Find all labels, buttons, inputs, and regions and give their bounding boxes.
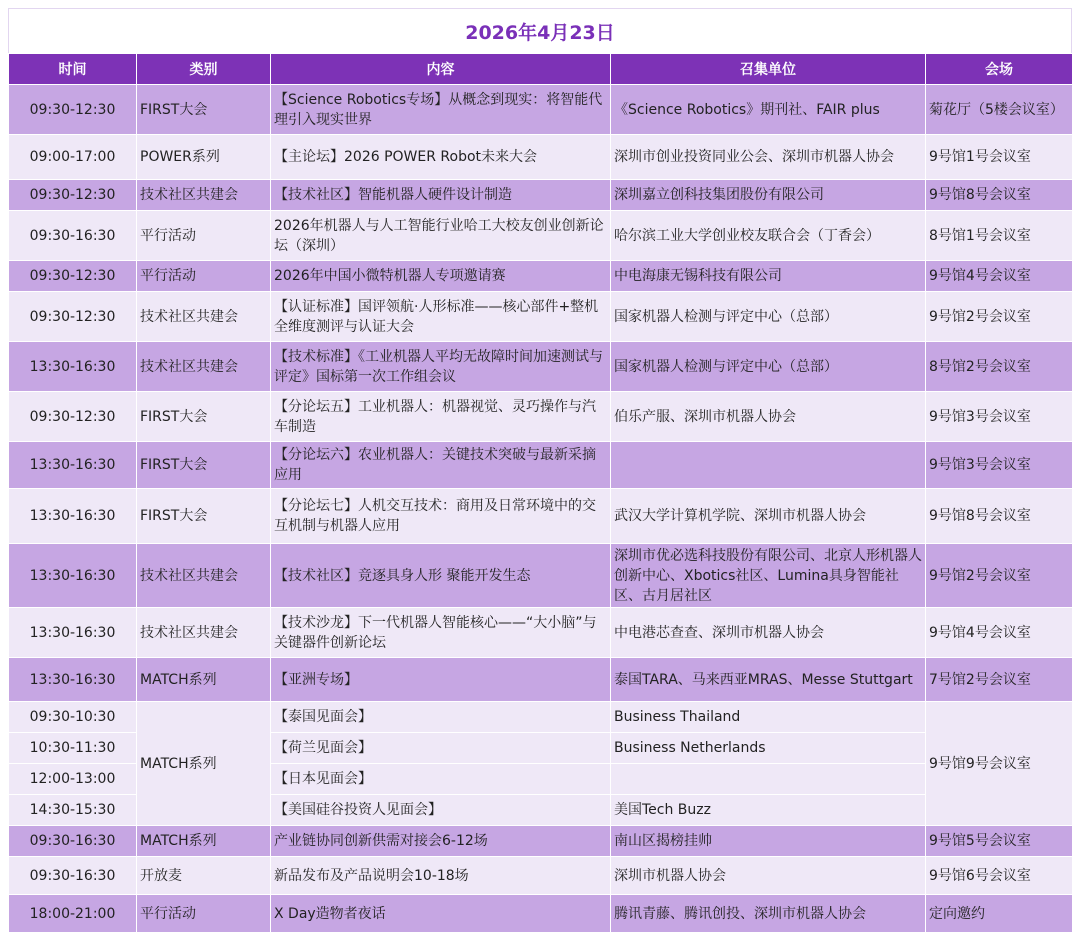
cell-content: 【分论坛五】工业机器人：机器视觉、灵巧操作与汽车制造 (271, 392, 611, 442)
table-row (9, 489, 1073, 544)
cell-time: 13:30-16:30 (9, 608, 137, 658)
table-row (9, 544, 1073, 608)
cell-time: 09:30-12:30 (9, 292, 137, 342)
cell-organizer: 《Science Robotics》期刊社、FAIR plus (611, 85, 926, 135)
table-row (9, 895, 1073, 933)
cell-venue: 9号馆3号会议室 (926, 392, 1073, 442)
cell-organizer: 武汉大学计算机学院、深圳市机器人协会 (611, 489, 926, 544)
cell-time: 09:30-16:30 (9, 826, 137, 857)
cell-organizer: 美国Tech Buzz (611, 795, 926, 826)
cell-time: 09:30-16:30 (9, 211, 137, 261)
cell-content: 【技术标准】《工业机器人平均无故障时间加速测试与评定》国标第一次工作组会议 (271, 342, 611, 392)
cell-content: 【分论坛六】农业机器人：关键技术突破与最新采摘应用 (271, 442, 611, 489)
cell-venue: 9号馆1号会议室 (926, 135, 1073, 180)
cell-content: 【认证标准】国评领航·人形标准——核心部件+整机全维度测评与认证大会 (271, 292, 611, 342)
table-row (9, 135, 1073, 180)
header-row (9, 54, 1073, 85)
table-row (9, 180, 1073, 211)
page-title: 2026年4月23日 (8, 8, 1072, 53)
cell-category: 技术社区共建会 (137, 342, 271, 392)
table-row (9, 857, 1073, 895)
cell-venue: 9号馆5号会议室 (926, 826, 1073, 857)
cell-organizer: 深圳市创业投资同业公会、深圳市机器人协会 (611, 135, 926, 180)
cell-organizer: 深圳嘉立创科技集团股份有限公司 (611, 180, 926, 211)
header-organizer: 召集单位 (611, 54, 926, 85)
cell-time: 13:30-16:30 (9, 342, 137, 392)
schedule-table (8, 53, 1073, 933)
table-row (9, 702, 1073, 733)
cell-time: 09:30-12:30 (9, 85, 137, 135)
cell-time: 13:30-16:30 (9, 442, 137, 489)
cell-category: MATCH系列 (137, 702, 271, 826)
header-time: 时间 (9, 54, 137, 85)
table-row (9, 442, 1073, 489)
cell-content: 【主论坛】2026 POWER Robot未来大会 (271, 135, 611, 180)
cell-time: 13:30-16:30 (9, 489, 137, 544)
cell-content: 【分论坛七】人机交互技术：商用及日常环境中的交互机制与机器人应用 (271, 489, 611, 544)
cell-category: FIRST大会 (137, 489, 271, 544)
cell-category: 平行活动 (137, 261, 271, 292)
cell-content: 【日本见面会】 (271, 764, 611, 795)
cell-venue: 9号馆2号会议室 (926, 292, 1073, 342)
cell-time: 09:30-16:30 (9, 857, 137, 895)
cell-time: 14:30-15:30 (9, 795, 137, 826)
table-row (9, 392, 1073, 442)
header-venue: 会场 (926, 54, 1073, 85)
cell-category: FIRST大会 (137, 442, 271, 489)
cell-content: 【荷兰见面会】 (271, 733, 611, 764)
cell-venue: 7号馆2号会议室 (926, 658, 1073, 702)
cell-organizer: 国家机器人检测与评定中心（总部） (611, 292, 926, 342)
cell-content: 2026年机器人与人工智能行业哈工大校友创业创新论坛（深圳） (271, 211, 611, 261)
table-row (9, 211, 1073, 261)
cell-venue: 9号馆8号会议室 (926, 489, 1073, 544)
cell-time: 13:30-16:30 (9, 658, 137, 702)
cell-organizer: Business Thailand (611, 702, 926, 733)
table-row (9, 292, 1073, 342)
cell-organizer: 深圳市优必选科技股份有限公司、北京人形机器人创新中心、Xbotics社区、Lumina具身智能社区、古月居社区 (611, 544, 926, 608)
cell-content: 【技术沙龙】下一代机器人智能核心——“大小脑”与关键器件创新论坛 (271, 608, 611, 658)
cell-venue: 8号馆2号会议室 (926, 342, 1073, 392)
cell-organizer: 泰国TARA、马来西亚MRAS、Messe Stuttgart (611, 658, 926, 702)
cell-category: 技术社区共建会 (137, 608, 271, 658)
cell-content: 产业链协同创新供需对接会6-12场 (271, 826, 611, 857)
cell-content: X Day造物者夜话 (271, 895, 611, 933)
cell-venue: 9号馆4号会议室 (926, 261, 1073, 292)
cell-category: 平行活动 (137, 211, 271, 261)
cell-category: POWER系列 (137, 135, 271, 180)
cell-category: FIRST大会 (137, 392, 271, 442)
cell-organizer: 南山区揭榜挂帅 (611, 826, 926, 857)
header-content: 内容 (271, 54, 611, 85)
cell-time: 09:30-12:30 (9, 392, 137, 442)
cell-venue: 9号馆2号会议室 (926, 544, 1073, 608)
cell-venue: 9号馆8号会议室 (926, 180, 1073, 211)
cell-venue: 菊花厅（5楼会议室） (926, 85, 1073, 135)
cell-content: 【技术社区】智能机器人硬件设计制造 (271, 180, 611, 211)
cell-time: 18:00-21:00 (9, 895, 137, 933)
cell-organizer (611, 442, 926, 489)
cell-venue: 9号馆3号会议室 (926, 442, 1073, 489)
cell-time: 12:00-13:00 (9, 764, 137, 795)
table-row (9, 608, 1073, 658)
table-row (9, 85, 1073, 135)
cell-category: 技术社区共建会 (137, 180, 271, 211)
cell-organizer (611, 764, 926, 795)
cell-category: 技术社区共建会 (137, 544, 271, 608)
cell-category: MATCH系列 (137, 826, 271, 857)
cell-time: 13:30-16:30 (9, 544, 137, 608)
cell-category: FIRST大会 (137, 85, 271, 135)
cell-venue: 9号馆9号会议室 (926, 702, 1073, 826)
cell-time: 09:30-10:30 (9, 702, 137, 733)
cell-venue: 9号馆6号会议室 (926, 857, 1073, 895)
cell-category: 开放麦 (137, 857, 271, 895)
cell-organizer: 伯乐产服、深圳市机器人协会 (611, 392, 926, 442)
cell-organizer: 中电港芯查查、深圳市机器人协会 (611, 608, 926, 658)
cell-content: 【技术社区】竞逐具身人形 聚能开发生态 (271, 544, 611, 608)
cell-content: 【Science Robotics专场】从概念到现实：将智能代理引入现实世界 (271, 85, 611, 135)
cell-category: 技术社区共建会 (137, 292, 271, 342)
cell-content: 新品发布及产品说明会10-18场 (271, 857, 611, 895)
cell-category: MATCH系列 (137, 658, 271, 702)
table-row (9, 826, 1073, 857)
cell-content: 【亚洲专场】 (271, 658, 611, 702)
cell-organizer: 腾讯青藤、腾讯创投、深圳市机器人协会 (611, 895, 926, 933)
cell-organizer: Business Netherlands (611, 733, 926, 764)
cell-content: 【泰国见面会】 (271, 702, 611, 733)
cell-content: 2026年中国小微特机器人专项邀请赛 (271, 261, 611, 292)
header-category: 类别 (137, 54, 271, 85)
cell-organizer: 哈尔滨工业大学创业校友联合会（丁香会） (611, 211, 926, 261)
cell-category: 平行活动 (137, 895, 271, 933)
table-row (9, 342, 1073, 392)
cell-venue: 定向邀约 (926, 895, 1073, 933)
cell-time: 10:30-11:30 (9, 733, 137, 764)
cell-venue: 9号馆4号会议室 (926, 608, 1073, 658)
cell-time: 09:30-12:30 (9, 180, 137, 211)
table-row (9, 261, 1073, 292)
cell-content: 【美国硅谷投资人见面会】 (271, 795, 611, 826)
cell-organizer: 国家机器人检测与评定中心（总部） (611, 342, 926, 392)
cell-venue: 8号馆1号会议室 (926, 211, 1073, 261)
cell-organizer: 深圳市机器人协会 (611, 857, 926, 895)
cell-organizer: 中电海康无锡科技有限公司 (611, 261, 926, 292)
cell-time: 09:00-17:00 (9, 135, 137, 180)
cell-time: 09:30-12:30 (9, 261, 137, 292)
table-row (9, 658, 1073, 702)
